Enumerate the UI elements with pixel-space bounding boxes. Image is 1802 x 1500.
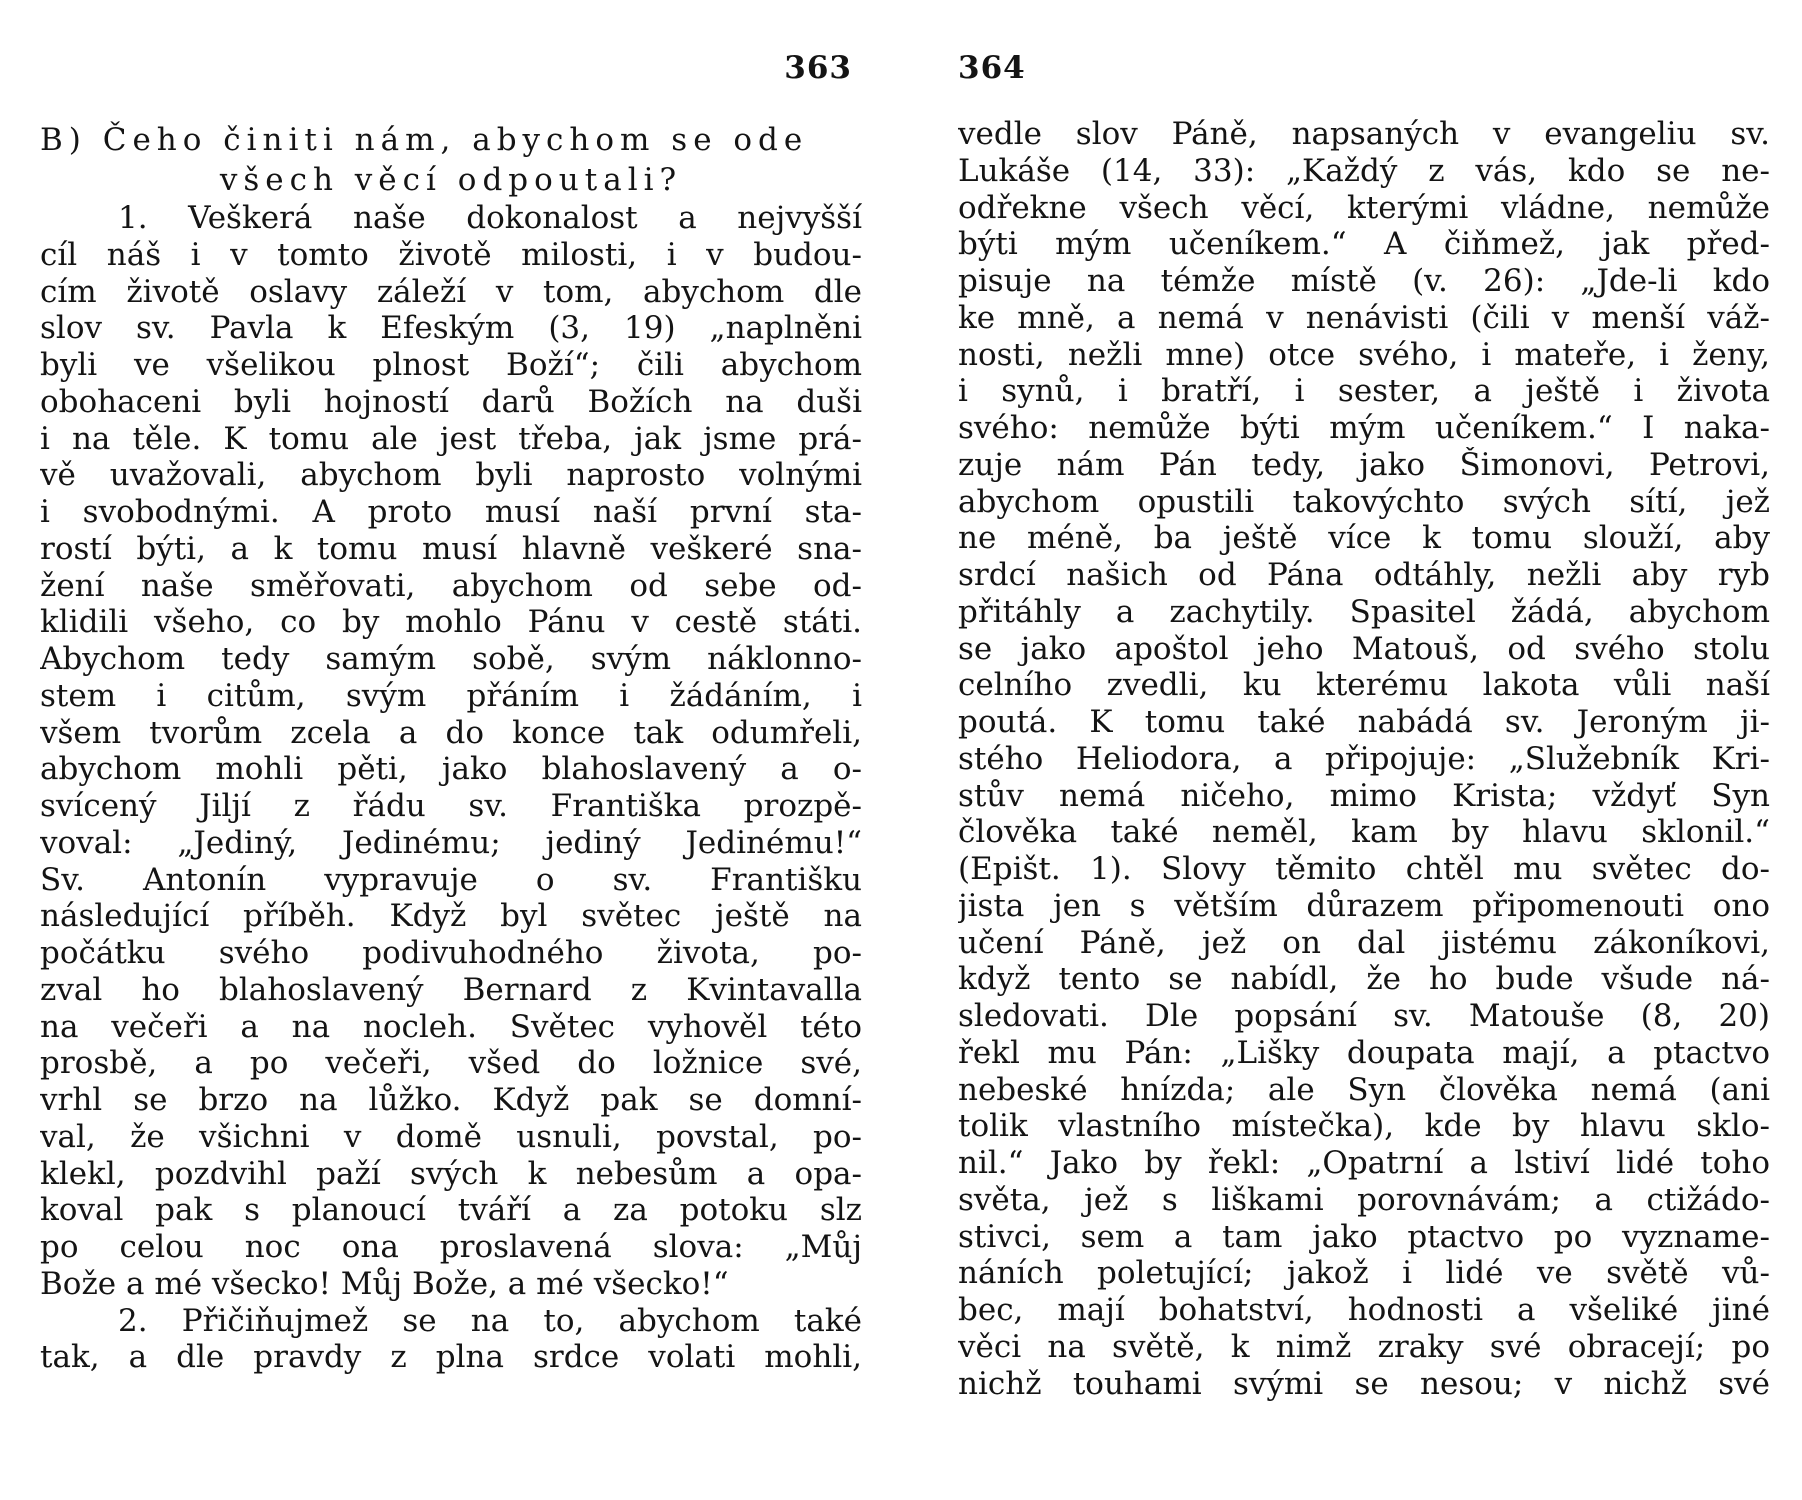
- text-line: světa, jež s liškami porovnávám; a ctižádo-: [958, 1181, 1770, 1218]
- text-line: stův nemá ničeho, mimo Krista; vždyť Syn: [958, 777, 1770, 814]
- text-line: přitáhly a zachytily. Spasitel žádá, abychom: [958, 593, 1770, 630]
- text-line: bec, mají bohatství, hodnosti a všeliké jiné: [958, 1292, 1770, 1328]
- text-line: vedle slov Páně, napsaných v evangeliu sv.: [958, 116, 1770, 152]
- text-line: stivci, sem a tam jako ptactvo po vyzname-: [958, 1218, 1770, 1255]
- text-line: sledovati. Dle popsání sv. Matouše (8, 20): [958, 998, 1770, 1034]
- text-line: býti mým učeníkem.“ A čiňmež, jak před-: [958, 226, 1770, 263]
- text-line: poutá. K tomu také nabádá sv. Jeroným ji-: [958, 704, 1770, 740]
- text-line: cím životě oslavy záleží v tom, abychom dle: [40, 273, 862, 310]
- text-line: i svobodnými. A proto musí naší první sta-: [40, 494, 862, 530]
- text-line: zval ho blahoslavený Bernard z Kvintavalla: [40, 971, 862, 1008]
- heading-line: všech věcí odpoutali?: [219, 162, 683, 198]
- text-line: 1. Veškerá naše dokonalost a nejvyšší: [118, 200, 862, 236]
- text-line: svícený Jiljí z řádu sv. Františka prozpě-: [40, 788, 862, 824]
- text-line: klekl, pozdvihl paží svých k nebesům a opa-: [40, 1155, 862, 1192]
- text-line: obohaceni byli hojností darů Božích na duši: [40, 383, 862, 420]
- text-line: rostí býti, a k tomu musí hlavně veškeré sna-: [40, 530, 862, 567]
- text-line: Abychom tedy samým sobě, svým náklonno-: [40, 641, 862, 677]
- text-line: celního zvedli, ku kterému lakota vůli naší: [958, 667, 1770, 704]
- left-page: [40, 0, 862, 1500]
- text-line: klidili všeho, co by mohlo Pánu v cestě státi.: [40, 604, 862, 641]
- text-line: Bože a mé všecko! Můj Bože, a mé všecko!“: [40, 1265, 729, 1302]
- text-line: se jako apoštol jeho Matouš, od svého stolu: [958, 630, 1770, 667]
- text-line: odřekne všech věcí, kterými vládne, nemůže: [958, 189, 1770, 226]
- text-line: učení Páně, jež on dal jistému zákoníkovi,: [958, 924, 1770, 961]
- text-line: následující příběh. Když byl světec ještě na: [40, 898, 862, 935]
- text-line: Lukáše (14, 33): „Každý z vás, kdo se ne-: [958, 152, 1770, 189]
- text-line: pisuje na témže místě (v. 26): „Jde-li kdo: [958, 263, 1770, 299]
- text-line: vě uvažovali, abychom byli naprosto volnými: [40, 457, 862, 494]
- page-number: 364: [958, 50, 1026, 86]
- text-line: 2. Přičiňujmež se na to, abychom také: [118, 1302, 862, 1339]
- text-line: i na těle. K tomu ale jest třeba, jak jsme prá-: [40, 420, 862, 457]
- text-line: všem tvorům zcela a do konce tak odumřeli,: [40, 714, 862, 751]
- text-line: val, že všichni v domě usnuli, povstal, po-: [40, 1118, 862, 1155]
- text-line: nebeské hnízda; ale Syn člověka nemá (ani: [958, 1071, 1770, 1108]
- text-line: srdcí našich od Pána odtáhly, nežli aby ryb: [958, 557, 1770, 593]
- right-page: [958, 0, 1770, 1500]
- text-line: Sv. Antonín vypravuje o sv. Františku: [40, 861, 862, 898]
- text-line: (Epišt. 1). Slovy těmito chtěl mu světec do-: [958, 851, 1770, 887]
- text-line: stého Heliodora, a připojuje: „Služebník Kri-: [958, 740, 1770, 777]
- text-line: nichž touhami svými se nesou; v nichž své: [958, 1365, 1770, 1402]
- text-line: byli ve všelikou plnost Boží“; čili abychom: [40, 347, 862, 383]
- text-line: cíl náš i v tomto životě milosti, i v budou-: [40, 236, 862, 273]
- text-line: nosti, nežli mne) otce svého, i mateře, i ženy,: [958, 336, 1770, 373]
- right-page-text: [958, 116, 1770, 1402]
- text-line: prosbě, a po večeři, všed do ložnice své,: [40, 1045, 862, 1082]
- text-line: abychom mohli pěti, jako blahoslavený a o-: [40, 751, 862, 788]
- text-line: řekl mu Pán: „Lišky doupata mají, a ptactvo: [958, 1034, 1770, 1071]
- text-line: koval pak s planoucí tváří a za potoku slz: [40, 1192, 862, 1229]
- text-line: žení naše směřovati, abychom od sebe od-: [40, 567, 862, 604]
- text-line: svého: nemůže býti mým učeníkem.“ I naka-: [958, 410, 1770, 446]
- section-heading: [40, 120, 862, 200]
- text-line: jista jen s větším důrazem připomenouti ono: [958, 887, 1770, 924]
- text-line: počátku svého podivuhodného života, po-: [40, 935, 862, 971]
- text-line: náních poletující; jakož i lidé ve světě vů-: [958, 1255, 1770, 1292]
- text-line: po celou noc ona proslavená slova: „Můj: [40, 1229, 862, 1265]
- page-number: 363: [784, 50, 852, 86]
- left-page-text: [40, 200, 862, 1376]
- text-line: tak, a dle pravdy z plna srdce volati mohli,: [40, 1339, 862, 1376]
- heading-line: B) Čeho činiti nám, abychom se ode: [40, 122, 809, 158]
- text-line: tolik vlastního místečka), kde by hlavu sklo-: [958, 1108, 1770, 1145]
- text-line: na večeři a na nocleh. Světec vyhověl této: [40, 1008, 862, 1045]
- text-line: ne méně, ba ještě více k tomu slouží, aby: [958, 520, 1770, 557]
- text-line: voval: „Jediný, Jedinému; jediný Jedinému!“: [40, 824, 862, 861]
- text-line: vrhl se brzo na lůžko. Když pak se domní-: [40, 1082, 862, 1118]
- text-line: slov sv. Pavla k Efeským (3, 19) „naplněni: [40, 310, 862, 347]
- text-line: abychom opustili takovýchto svých sítí, jež: [958, 483, 1770, 520]
- text-line: ke mně, a nemá v nenávisti (čili v menší váž-: [958, 299, 1770, 336]
- text-line: nil.“ Jako by řekl: „Opatrní a lstiví lidé toho: [958, 1145, 1770, 1181]
- text-line: člověka také neměl, kam by hlavu sklonil.“: [958, 814, 1770, 851]
- text-line: zuje nám Pán tedy, jako Šimonovi, Petrovi,: [958, 446, 1770, 483]
- text-line: stem i citům, svým přáním i žádáním, i: [40, 677, 862, 714]
- text-line: když tento se nabídl, že ho bude všude ná-: [958, 961, 1770, 998]
- text-line: i synů, i bratří, i sester, a ještě i života: [958, 373, 1770, 410]
- text-line: věci na světě, k nimž zraky své obracejí; po: [958, 1328, 1770, 1365]
